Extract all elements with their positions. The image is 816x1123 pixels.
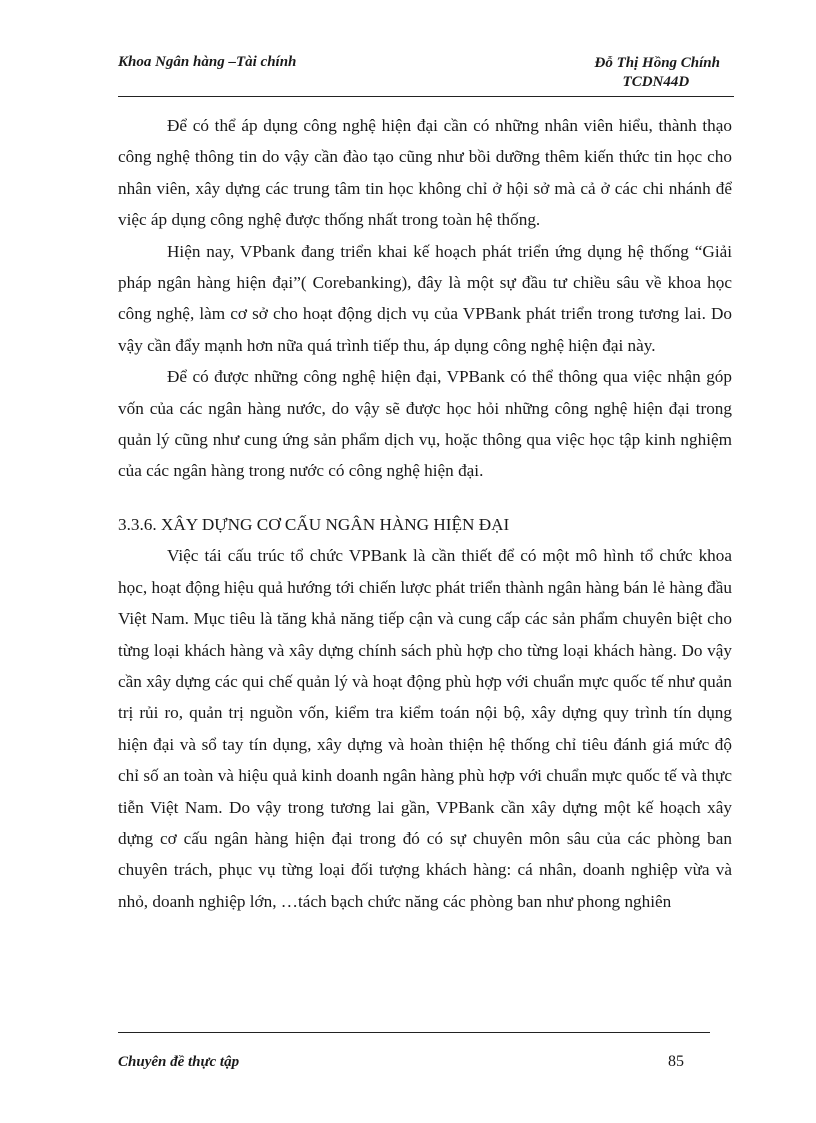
footer-divider [118,1032,710,1033]
header-author-block [595,54,720,92]
header-author-name: Đỗ Thị Hồng Chính [594,55,720,71]
page-number: 85 [668,1053,684,1070]
header-class-code: TCDN44D [622,74,690,90]
header-faculty: Khoa Ngân hàng –Tài chính [118,54,297,70]
footer-title: Chuyên đề thực tập [118,1054,240,1070]
paragraph-3: Để có được những công nghệ hiện đại, VPBank có thể thông qua việc nhận góp vốn của các ngân hàng nước, do vậy sẽ được học hỏi những công nghệ hiện đại trong quản lý cũng như cung ứng sản phẩm dịch vụ, hoặc thông qua việc học tập kinh nghiệm của các ngân hàng trong nước có công nghệ hiện đại. [118,367,732,481]
document-body [118,110,732,917]
paragraph-1: Để có thể áp dụng công nghệ hiện đại cần có những nhân viên hiểu, thành thạo công nghệ thông tin do vậy cần đào tạo cũng như bồi dưỡng thêm kiến thức tin học cho nhân viên, xây dựng các trung tâm tin học không chỉ ở hội sở mà cả ở các chi nhánh để việc áp dụng công nghệ được thống nhất trong toàn hệ thống. [118,116,732,230]
section-heading: 3.3.6. XÂY DỰNG CƠ CẤU NGÂN HÀNG HIỆN ĐẠI [118,514,510,534]
section-paragraph: Việc tái cấu trúc tổ chức VPBank là cần thiết để có một mô hình tổ chức khoa học, hoạt động hiệu quả hướng tới chiến lược phát triển thành ngân hàng bán lẻ hàng đầu Việt Nam. Mục tiêu là tăng khả năng tiếp cận và cung cấp các sản phẩm chuyên biệt cho từng loại khách hàng và xây dựng chính sách phù hợp cho từng loại khách hàng. Do vậy cần xây dựng các qui chế quản lý và hoạt động phù hợp với chuẩn mực quốc tế như quản trị rủi ro, quản trị nguồn vốn, kiểm tra kiểm toán nội bộ, xây dựng quy trình tín dụng hiện đại và sổ tay tín dụng, xây dựng và hoàn thiện hệ thống chỉ tiêu đánh giá mức độ chỉ số an toàn và hiệu quả kinh doanh ngân hàng phù hợp với chuẩn mực quốc tế và thực tiễn Việt Nam. Do vậy trong tương lai gần, VPBank cần xây dựng một kế hoạch xây dựng cơ cấu ngân hàng hiện đại trong đó có sự chuyên môn sâu của các phòng ban chuyên trách, phục vụ từng loại đối tượng khách hàng: cá nhân, doanh nghiệp vừa và nhỏ, doanh nghiệp lớn, …tách bạch chức năng các phòng ban như phong nghiên [118,546,732,911]
page-header [118,52,734,97]
paragraph-2: Hiện nay, VPbank đang triển khai kế hoạch phát triển ứng dụng hệ thống “Giải pháp ngân hàng hiện đại”( Corebanking), đây là một sự đầu tư chiều sâu về khoa học công nghệ, làm cơ sở cho hoạt động dịch vụ của VPBank phát triển trong tương lai. Do vậy cần đẩy mạnh hơn nữa quá trình tiếp thu, áp dụng công nghệ hiện đại này. [118,241,732,355]
